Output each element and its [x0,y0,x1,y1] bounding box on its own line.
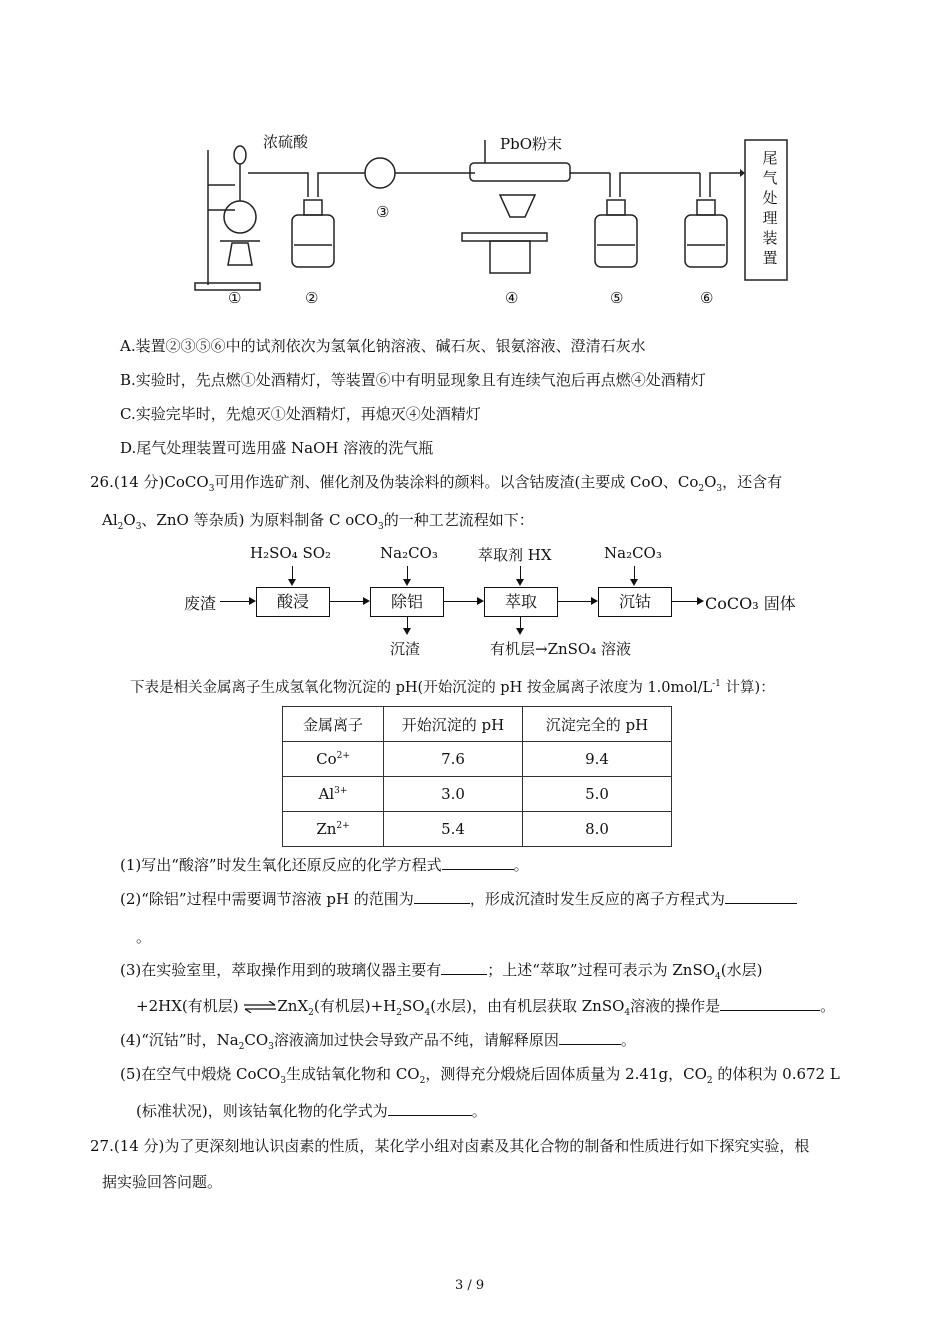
apparatus-num-6: ⑥ [700,289,714,307]
sub-question-1: (1)写出“酸溶”时发生氧化还原反应的化学方程式 。 [120,856,529,874]
flow-box-al-removal: 除铝 [370,587,444,617]
apparatus-num-4: ④ [505,289,519,307]
apparatus-figure [190,125,790,315]
ion-cell: $Co^{2+}$ [283,742,384,777]
option-b: B.实验时，先点燃①处酒精灯，等装置⑥中有明显现象且有连续气泡后再点燃④处酒精灯 [120,371,706,389]
table-row [283,777,672,812]
end-ph-cell: 5.0 [523,777,672,812]
sub-question-5: (5)在空气中煅烧 CoCO$_3$生成钴氧化物和 $CO_2$，测得充分煅烧后固体质量为 2.41g，$CO_2$ 的体积为 0.672 L [120,1065,840,1086]
end-ph-cell: 8.0 [523,812,672,847]
table-header: 金属离子 [283,707,384,742]
sub-question-3: (3)在实验室里，萃取操作用到的玻璃仪器主要有 ；上述“萃取”过程可表示为 ZnSO$_4$(水层) [120,961,763,982]
flow-in-1: H₂SO₄ SO₂ [250,544,332,562]
equilibrium-arrow-icon [243,1001,277,1013]
table-header: 开始沉淀的 pH [384,707,523,742]
ph-table [282,706,672,847]
option-d: D.尾气处理装置可选用盛 NaOH 溶液的洗气瓶 [120,439,434,457]
table-row [283,812,672,847]
flow-box-extraction: 萃取 [484,587,558,617]
q26-heading: 26.(14 分)CoCO$_3$可用作选矿剂、催化剂及伪装涂料的颜料。以含钴废渣(主要成 CoO、$Co_2O_3$，还含有 [90,473,783,494]
option-c: C.实验完毕时，先熄灭①处酒精灯，再熄灭④处酒精灯 [120,405,481,423]
flow-box-acid-leach: 酸浸 [256,587,330,617]
flow-box-co-precip: 沉钴 [598,587,672,617]
ion-cell: $Al^{3+}$ [283,777,384,812]
answer-blank[interactable] [441,960,487,975]
start-ph-cell: 7.6 [384,742,523,777]
answer-blank[interactable] [414,889,470,904]
sub-question-4: (4)“沉钴”时，$Na_2CO_3$溶液滴加过快会导致产品不纯，请解释原因 。 [120,1031,636,1052]
answer-blank[interactable] [725,889,797,904]
table-header: 沉淀完全的 pH [523,707,672,742]
start-ph-cell: 5.4 [384,812,523,847]
q27-line1: 27.(14 分)为了更深刻地认识卤素的性质，某化学小组对卤素及其化合物的制备和性质进行如下探究实验，根 [90,1137,810,1155]
tail-gas-label: 尾 气 处 理 装 置 [762,149,778,267]
page-number: 3 / 9 [455,1278,485,1293]
sub-question-2-end: 。 [136,928,152,946]
flow-in-4: Na₂CO₃ [604,544,662,562]
apparatus-num-5: ⑤ [610,289,624,307]
sub-question-2: (2)“除铝”过程中需要调节溶液 pH 的范围为 ，形成沉渣时发生反应的离子方程式为 [120,889,797,909]
apparatus-num-1: ① [228,289,242,307]
sub-question-3-line2: +2HX(有机层) ZnX$_2$(有机层)$+H_2SO_4$(水层)，由有机层获取 ZnSO$_4$溶液的操作是 。 [136,997,836,1018]
q26-heading-line2: $Al_2O_3$、ZnO 等杂质) 为原料制备 C oCO$_3$的一种工艺流程如下： [102,511,534,532]
flow-out-3: 有机层→ZnSO₄ 溶液 [490,640,632,658]
start-ph-cell: 3.0 [384,777,523,812]
apparatus-num-2: ② [305,289,319,307]
sub-question-5-line2: (标准状况)，则该钴氧化物的化学式为 。 [136,1102,487,1120]
label-conc-sulfuric-acid: 浓硫酸 [263,133,309,151]
flow-end: CoCO₃ 固体 [705,594,796,613]
answer-blank[interactable] [388,1101,472,1116]
flow-out-2: 沉渣 [390,640,421,658]
q27-line2: 据实验回答问题。 [102,1173,223,1191]
flow-in-2: Na₂CO₃ [380,544,438,562]
table-header-row [283,707,672,742]
option-a: A.装置②③⑤⑥中的试剂依次为氢氧化钠溶液、碱石灰、银氨溶液、澄清石灰水 [120,337,646,355]
end-ph-cell: 9.4 [523,742,672,777]
answer-blank[interactable] [720,996,820,1011]
label-pbo-powder: PbO粉末 [500,135,562,153]
table-row [283,742,672,777]
table-intro: 下表是相关金属离子生成氢氧化物沉淀的 pH(开始沉淀的 pH 按金属离子浓度为 $1.0mol/L^{-1}$ 计算)： [130,679,775,696]
answer-blank[interactable] [559,1030,621,1045]
flow-in-3: 萃取剂 HX [478,546,552,564]
answer-blank[interactable] [442,855,514,870]
flow-start: 废渣 [184,594,217,613]
apparatus-num-3: ③ [376,203,390,221]
ion-cell: $Zn^{2+}$ [283,812,384,847]
